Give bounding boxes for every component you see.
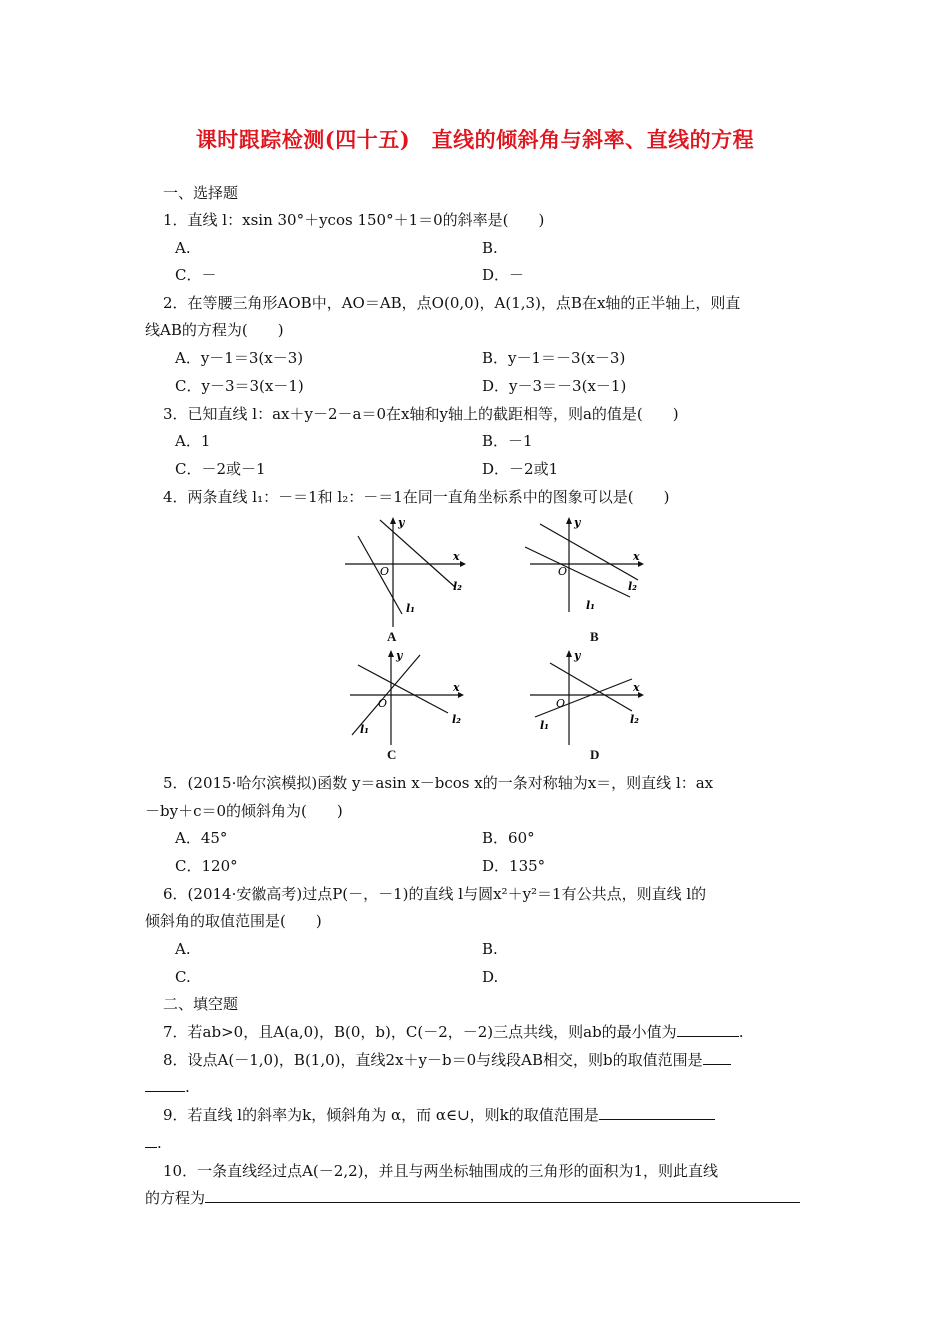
figure-label: A — [387, 629, 397, 644]
q1-option-b: B. — [482, 239, 498, 257]
x-label: x — [453, 681, 460, 694]
q9-line2 — [145, 1133, 162, 1153]
q2-option-a: A．y－1＝3(x－3) — [175, 349, 304, 367]
q1-option-c: C．－ — [175, 266, 217, 284]
figure-c — [340, 645, 470, 765]
figure-d — [520, 645, 650, 765]
l1-label: l₁ — [360, 723, 369, 736]
x-label: x — [633, 681, 640, 694]
l1-label: l₁ — [406, 602, 415, 615]
q4-stem: 4．两条直线 l₁：－＝1和 l₂：－＝1在同一直角坐标系中的图象可以是( ) — [163, 488, 670, 506]
y-label: y — [396, 649, 403, 662]
figure-label: C — [387, 747, 397, 762]
y-label: y — [574, 516, 581, 529]
q7-end: . — [738, 1023, 744, 1041]
line-l1 — [535, 679, 632, 717]
q3-option-d: D．－2或1 — [482, 460, 559, 478]
q5-option-a: A．45° — [175, 829, 228, 847]
q7-line — [163, 1022, 743, 1042]
q2-option-c: C．y－3＝3(x－1) — [175, 377, 304, 395]
q1-option-a: A. — [175, 239, 191, 257]
q6-option-a: A. — [175, 940, 191, 958]
q9-line1 — [163, 1105, 715, 1125]
q6-stem-line2: 倾斜角的取值范围是( ) — [145, 912, 322, 930]
q3-option-b: B．－1 — [482, 432, 533, 450]
y-axis-arrow — [566, 517, 572, 524]
q6-option-c: C. — [175, 968, 191, 986]
origin-label: O — [556, 697, 566, 710]
line-l2 — [358, 665, 448, 713]
q1-stem: 1．直线 l：xsin 30°＋ycos 150°＋1＝0的斜率是( ) — [163, 211, 545, 229]
q7-answer-blank[interactable] — [677, 1022, 739, 1037]
section-heading-fill: 二、填空题 — [163, 995, 239, 1013]
q3-option-a: A．1 — [175, 432, 211, 450]
q6-option-d: D. — [482, 968, 499, 986]
q10-stem-line1: 10．一条直线经过点A(－2,2)，并且与两坐标轴围成的三角形的面积为1，则此直线 — [163, 1162, 719, 1180]
figure-label: B — [590, 629, 599, 644]
q2-stem-line2: 线AB的方程为( ) — [145, 321, 284, 339]
section-heading-choice: 一、选择题 — [163, 184, 239, 202]
q5-stem-line2: －by＋c＝0的倾斜角为( ) — [145, 802, 343, 820]
q9-answer-blank-1[interactable] — [599, 1105, 715, 1120]
line-l2 — [380, 520, 455, 587]
x-label: x — [453, 550, 460, 563]
q8-end: . — [185, 1078, 190, 1096]
q8-line2 — [145, 1077, 190, 1097]
q5-option-b: B．60° — [482, 829, 535, 847]
q7-stem: 7．若ab>0，且A(a,0)，B(0，b)，C(－2，－2)三点共线，则ab的最小值为 — [163, 1023, 677, 1041]
origin-label: O — [558, 565, 568, 578]
q5-option-d: D．135° — [482, 857, 546, 875]
l2-label: l₂ — [628, 580, 637, 593]
page-title: 课时跟踪检测(四十五) 直线的倾斜角与斜率、直线的方程 — [195, 127, 755, 152]
y-label: y — [574, 649, 581, 662]
l2-label: l₂ — [630, 713, 639, 726]
q2-option-d: D．y－3＝－3(x－1) — [482, 377, 627, 395]
q2-option-b: B．y－1＝－3(x－3) — [482, 349, 626, 367]
q9-answer-blank-2[interactable] — [145, 1133, 157, 1148]
y-axis-arrow — [566, 650, 572, 657]
q10-answer-blank[interactable] — [205, 1188, 800, 1203]
q8-stem: 8．设点A(－1,0)，B(1,0)，直线2x＋y－b＝0与线段AB相交，则b的取值范围是 — [163, 1051, 703, 1069]
q9-stem: 9．若直线 l的斜率为k，倾斜角为 α，而 α∈∪，则k的取值范围是 — [163, 1106, 599, 1124]
q8-answer-blank-1[interactable] — [703, 1050, 731, 1065]
x-axis-arrow — [460, 561, 466, 567]
q3-option-c: C．－2或－1 — [175, 460, 266, 478]
q5-option-c: C．120° — [175, 857, 238, 875]
line-l2 — [540, 524, 638, 580]
q8-answer-blank-2[interactable] — [145, 1077, 185, 1092]
q5-stem-line1: 5．(2015·哈尔滨模拟)函数 y＝asin x－bcos x的一条对称轴为x＝，则直线 l：ax — [163, 774, 714, 792]
figure-a — [340, 512, 470, 647]
figure-label: D — [590, 747, 600, 762]
l2-label: l₂ — [452, 713, 461, 726]
y-label: y — [398, 516, 405, 529]
l1-label: l₁ — [586, 599, 595, 612]
origin-label: O — [378, 697, 388, 710]
q6-option-b: B. — [482, 940, 498, 958]
y-axis-arrow — [388, 650, 394, 657]
q6-stem-line1: 6．(2014·安徽高考)过点P(－，－1)的直线 l与圆x²＋y²＝1有公共点，则直线 l的 — [163, 885, 707, 903]
x-label: x — [633, 550, 640, 563]
q2-stem-line1: 2．在等腰三角形AOB中，AO＝AB，点O(0,0)，A(1,3)，点B在x轴的正半轴上，则直 — [163, 294, 741, 312]
l2-label: l₂ — [453, 580, 462, 593]
figure-b — [520, 512, 650, 647]
line-l1 — [525, 547, 630, 597]
l1-label: l₁ — [540, 719, 549, 732]
q3-stem: 3．已知直线 l：ax＋y－2－a＝0在x轴和y轴上的截距相等，则a的值是( ) — [163, 405, 679, 423]
q1-option-d: D．－ — [482, 266, 525, 284]
q10-line2 — [145, 1188, 800, 1208]
q9-end: . — [157, 1134, 162, 1152]
q8-line1 — [163, 1050, 731, 1070]
origin-label: O — [380, 565, 390, 578]
y-axis-arrow — [390, 517, 396, 524]
q10-stem-line2: 的方程为 — [145, 1189, 206, 1207]
